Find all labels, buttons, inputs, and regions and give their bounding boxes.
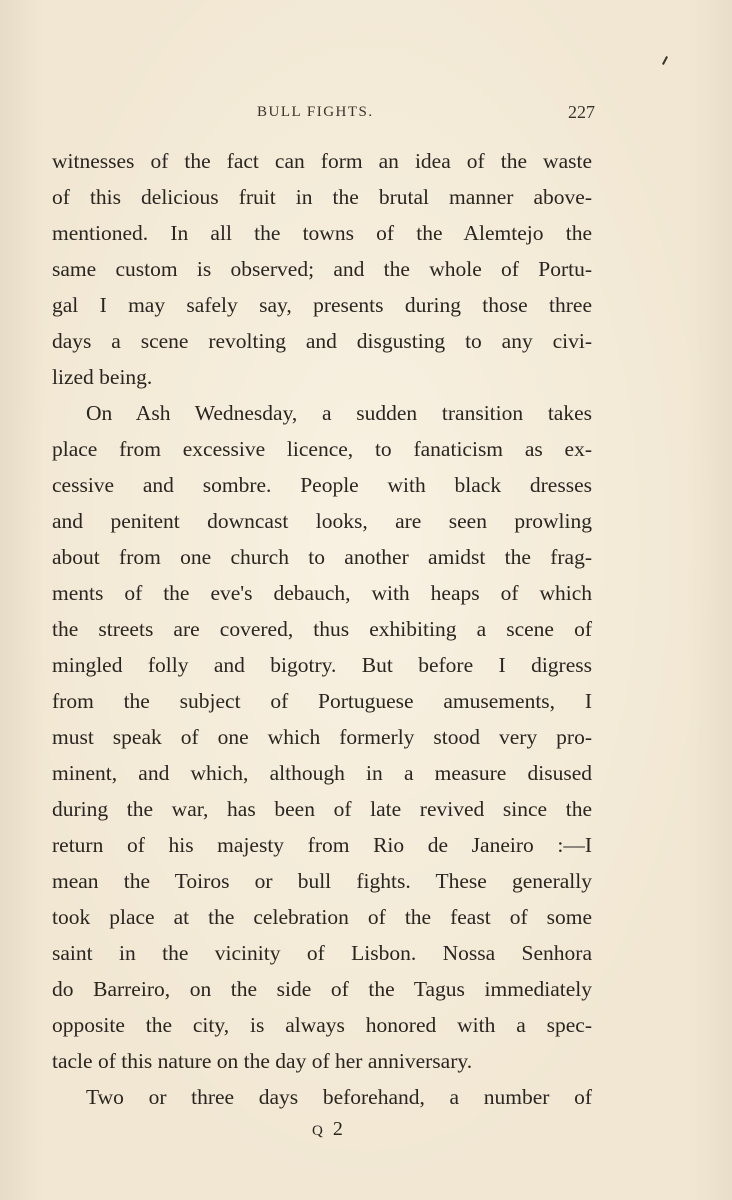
- text-line: must speak of one which formerly stood very pro-: [52, 725, 592, 749]
- text-line: days a scene revolting and disgusting to any civi-: [52, 329, 592, 353]
- text-line: of this delicious fruit in the brutal manner above-: [52, 185, 592, 209]
- text-line: and penitent downcast looks, are seen prowling: [52, 509, 592, 533]
- running-title: BULL FIGHTS.: [257, 104, 374, 120]
- signature-mark: [312, 1118, 349, 1141]
- ink-mark: [662, 56, 668, 65]
- text-line: during the war, has been of late revived since the: [52, 797, 592, 821]
- text-line: minent, and which, although in a measure disused: [52, 761, 592, 785]
- text-line: place from excessive licence, to fanaticism as ex-: [52, 437, 592, 461]
- text-line: same custom is observed; and the whole of Portu-: [52, 257, 592, 281]
- text-line: mentioned. In all the towns of the Alemtejo the: [52, 221, 592, 245]
- text-line: about from one church to another amidst the frag-: [52, 545, 592, 569]
- page-header: [52, 102, 595, 128]
- text-line: witnesses of the fact can form an idea of the waste: [52, 149, 592, 173]
- text-line: mingled folly and bigotry. But before I digress: [52, 653, 592, 677]
- text-line: ments of the eve's debauch, with heaps of which: [52, 581, 592, 605]
- text-line: lized being.: [52, 365, 153, 389]
- text-line: saint in the vicinity of Lisbon. Nossa Senhora: [52, 941, 592, 965]
- text-line: On Ash Wednesday, a sudden transition takes: [86, 401, 592, 425]
- text-line: tacle of this nature on the day of her anniversary.: [52, 1049, 473, 1073]
- text-line: Two or three days beforehand, a number of: [86, 1085, 592, 1109]
- text-line: gal I may safely say, presents during those three: [52, 293, 592, 317]
- text-line: from the subject of Portuguese amusements, I: [52, 689, 592, 713]
- body-text: [52, 143, 592, 1115]
- text-line: opposite the city, is always honored with a spec-: [52, 1013, 592, 1037]
- signature-number: 2: [332, 1118, 349, 1140]
- text-line: return of his majesty from Rio de Janeiro :—I: [52, 833, 592, 857]
- signature-letter: Q: [312, 1123, 333, 1139]
- text-line: do Barreiro, on the side of the Tagus immediately: [52, 977, 592, 1001]
- page-number: 227: [568, 102, 595, 122]
- text-line: mean the Toiros or bull fights. These generally: [52, 869, 592, 893]
- text-line: the streets are covered, thus exhibiting a scene of: [52, 617, 592, 641]
- text-line: cessive and sombre. People with black dresses: [52, 473, 592, 497]
- text-line: took place at the celebration of the feast of some: [52, 905, 592, 929]
